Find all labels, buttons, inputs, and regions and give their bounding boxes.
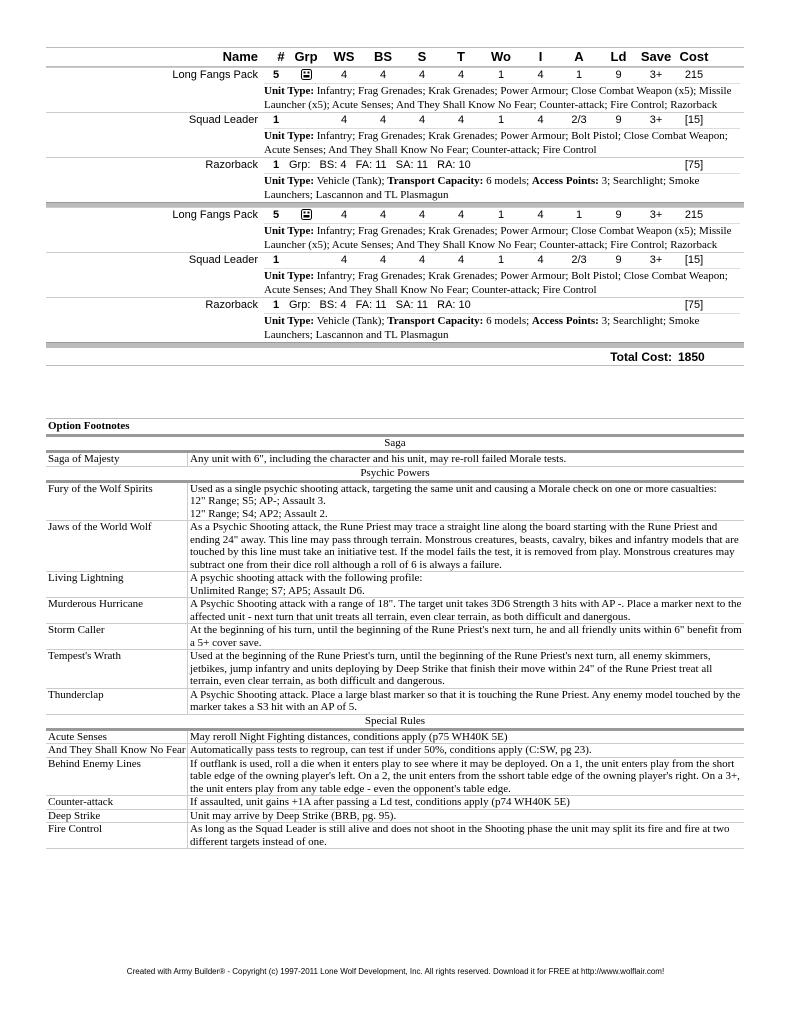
- transport-text: 6 models;: [483, 315, 532, 327]
- footnote-name: Storm Caller: [46, 624, 188, 649]
- access-label: Access Points:: [531, 315, 599, 327]
- stat-bs: 4: [379, 254, 387, 266]
- footnote-name: Behind Enemy Lines: [46, 758, 188, 796]
- header-name: Name: [222, 49, 258, 64]
- stat-ld: 9: [615, 69, 622, 81]
- squad-icon: [289, 209, 323, 223]
- footnote-row: [46, 823, 744, 849]
- total-cost-row: [46, 347, 744, 366]
- stat-cost: 215: [684, 209, 704, 221]
- footnote-name: Tempest's Wrath: [46, 650, 188, 688]
- unit-description: [264, 268, 740, 297]
- access-text: 3; Searchlight; Smoke Launchers; Lascannon and TL Plasmagun: [264, 315, 700, 341]
- unit-count: 1: [273, 254, 280, 266]
- squad-icon: [289, 69, 323, 83]
- unit-entry: [46, 252, 744, 297]
- footnote-text: Any unit with 6", including the character and his unit, may re-roll failed Morale tests.: [190, 453, 567, 465]
- header-ws: WS: [333, 49, 355, 64]
- unit-name: Long Fangs Pack: [172, 209, 258, 221]
- unit-count: 5: [273, 69, 280, 81]
- header-bs: BS: [373, 49, 393, 64]
- footnote-text: Used as a single psychic shooting attack, targeting the same unit and causing a Morale check on one or more casualties: 12" Range; S5; AP-; Assault 3. 12" Range; S4; AP2; Assault 2.: [190, 482, 717, 520]
- vehicle-stats: Grp: BS: 4 FA: 11 SA: 11 RA: 10: [289, 299, 471, 311]
- unit-type-text: Infantry; Frag Grenades; Krak Grenades; Power Armour; Close Combat Weapon (x5); Missile Launcher (x5); Acute Senses; And They Shall Know No Fear; Counter-attack; Fire Control; Razorback: [264, 225, 732, 251]
- unit-type-text: Infantry; Frag Grenades; Krak Grenades; Power Armour; Close Combat Weapon (x5); Missile Launcher (x5); Acute Senses; And They Shall Know No Fear; Counter-attack; Fire Control; Razorback: [264, 85, 732, 111]
- footnote-row: [46, 796, 744, 810]
- stat-wo: 1: [497, 209, 505, 221]
- footnote-row: [46, 598, 744, 624]
- footnote-row: [46, 689, 744, 715]
- footnote-text: May reroll Night Fighting distances, conditions apply (p75 WH40K 5E): [190, 730, 508, 743]
- unit-type-text: Vehicle (Tank);: [314, 315, 388, 327]
- section-heading: Saga: [46, 437, 744, 453]
- unit-stat-row: [46, 253, 744, 268]
- access-text: 3; Searchlight; Smoke Launchers; Lascannon and TL Plasmagun: [264, 175, 700, 201]
- header-count: #: [277, 49, 285, 64]
- unit-type-label: Unit Type:: [264, 270, 315, 282]
- footnote-row: [46, 521, 744, 572]
- stat-cost: [15]: [684, 254, 704, 266]
- unit-name: Long Fangs Pack: [172, 69, 258, 81]
- unit-entry: [46, 112, 744, 157]
- footnote-text: A psychic shooting attack with the following profile: Unlimited Range; S7; AP5; Assault D6.: [190, 572, 423, 597]
- stat-ld: 9: [615, 209, 622, 221]
- footnote-row: [46, 758, 744, 797]
- unit-count: 1: [273, 114, 280, 126]
- stat-i: 4: [537, 209, 544, 221]
- unit-name: Squad Leader: [188, 114, 258, 126]
- unit-count: 5: [273, 209, 280, 221]
- footnote-name: Fire Control: [46, 823, 188, 848]
- stat-save: 3+: [649, 209, 663, 221]
- footnote-row: [46, 650, 744, 689]
- stat-save: 3+: [649, 114, 663, 126]
- header-wo: Wo: [491, 49, 511, 64]
- stat-a: 2/3: [571, 254, 587, 266]
- stat-save: 3+: [649, 69, 663, 81]
- stat-wo: 1: [497, 254, 505, 266]
- unit-entry: [46, 297, 744, 342]
- stat-ws: 4: [340, 209, 348, 221]
- unit-entry: [46, 67, 744, 112]
- section-heading: Psychic Powers: [46, 467, 744, 483]
- stat-a: 1: [575, 69, 583, 81]
- header-ld: Ld: [610, 49, 627, 64]
- unit-stat-row: [46, 158, 744, 173]
- stat-ws: 4: [340, 114, 348, 126]
- header-t: T: [457, 49, 465, 64]
- unit-stat-row: [46, 113, 744, 128]
- footnote-row: [46, 572, 744, 598]
- header-i: I: [538, 49, 543, 64]
- stat-ld: 9: [615, 114, 622, 126]
- unit-type-text: Infantry; Frag Grenades; Krak Grenades; Power Armour; Bolt Pistol; Close Combat Weapon; Acute Senses; And They Shall Know No Fear; Counter-attack; Fire Control: [264, 270, 728, 296]
- footnote-name: Saga of Majesty: [46, 453, 188, 466]
- unit-type-label: Unit Type:: [264, 315, 315, 327]
- stat-i: 4: [537, 254, 544, 266]
- footnote-name: Thunderclap: [46, 689, 188, 714]
- footnote-text: At the beginning of his turn, until the beginning of the Rune Priest's next turn, he and all friendly units within 6" benefit from a 5+ cover save.: [190, 624, 742, 649]
- header-cost: Cost: [679, 49, 709, 64]
- total-cost-label: Total Cost:: [610, 350, 672, 364]
- unit-name: Squad Leader: [188, 254, 258, 266]
- footnotes-title: Option Footnotes: [46, 418, 744, 437]
- unit-type-text: Infantry; Frag Grenades; Krak Grenades; Power Armour; Bolt Pistol; Close Combat Weapon; Acute Senses; And They Shall Know No Fear; Counter-attack; Fire Control: [264, 130, 728, 156]
- stat-cost: [15]: [684, 114, 704, 126]
- stat-ld: 9: [615, 254, 622, 266]
- stat-t: 4: [457, 209, 465, 221]
- footnote-text: If assaulted, unit gains +1A after passing a Ld test, conditions apply (p74 WH40K 5E): [190, 796, 570, 808]
- stat-cost: 215: [684, 69, 704, 81]
- footnote-name: Counter-attack: [46, 796, 188, 809]
- stat-ws: 4: [340, 69, 348, 81]
- stat-wo: 1: [497, 69, 505, 81]
- footnote-row: [46, 483, 744, 522]
- section-heading: Special Rules: [46, 715, 744, 731]
- header-a: A: [574, 49, 584, 64]
- stat-wo: 1: [497, 114, 505, 126]
- transport-label: Transport Capacity:: [387, 175, 484, 187]
- header-s: S: [417, 49, 427, 64]
- stat-bs: 4: [379, 209, 387, 221]
- option-footnotes: [46, 418, 744, 849]
- unit-type-label: Unit Type:: [264, 130, 315, 142]
- footnote-name: Deep Strike: [46, 810, 188, 823]
- footnote-name: Jaws of the World Wolf: [46, 521, 188, 571]
- unit-description: [264, 173, 740, 202]
- footnote-text: Automatically pass tests to regroup, can test if under 50%, conditions apply (C:SW, pg 23).: [190, 744, 592, 756]
- stat-s: 4: [418, 114, 426, 126]
- unit-type-label: Unit Type:: [264, 225, 315, 237]
- footnote-text: Unit may arrive by Deep Strike (BRB, pg. 95).: [190, 809, 397, 822]
- stat-i: 4: [537, 114, 544, 126]
- header-grp: Grp: [294, 49, 318, 64]
- transport-label: Transport Capacity:: [387, 315, 484, 327]
- unit-count: 1: [273, 159, 280, 171]
- stat-s: 4: [418, 209, 426, 221]
- unit-description: [264, 313, 740, 342]
- stat-a: 2/3: [571, 114, 587, 126]
- stat-a: 1: [575, 209, 583, 221]
- access-label: Access Points:: [531, 175, 599, 187]
- footnote-text: Used at the beginning of the Rune Priest's turn, until the beginning of the Rune Priest's next turn, all enemy skimmers, jetbikes, jump infantry and units deploying by Deep Strike that finish their move within 24" of the Rune Priest treat all terrain, even clear terrain, as both difficult and dangerous.: [190, 650, 713, 687]
- footnote-text: If outflank is used, roll a die when it enters play to see where it may be deployed. On a 1, the unit enters play from the short table edge of the owning player's left. On a 2, the unit enters from the sshort table edge of the owning player's right. On a 3+, the unit enters play from any table edge - even the opponent's table edge.: [190, 757, 740, 795]
- header-save: Save: [640, 49, 672, 64]
- unit-type-label: Unit Type:: [264, 175, 315, 187]
- footnote-row: [46, 744, 744, 758]
- footnote-text: A Psychic Shooting attack with a range of 18". The target unit takes 3D6 Strength 3 hits with AP -. Place a marker next to the affected unit - next turn that unit treats all terrain, even clear terrain, as both difficult and danergous.: [190, 598, 742, 623]
- transport-text: 6 models;: [483, 175, 532, 187]
- stat-s: 4: [418, 69, 426, 81]
- stat-t: 4: [457, 254, 465, 266]
- stat-bs: 4: [379, 69, 387, 81]
- unit-stat-row: [46, 68, 744, 83]
- stat-ws: 4: [340, 254, 348, 266]
- footnote-name: Living Lightning: [46, 572, 188, 597]
- stat-s: 4: [418, 254, 426, 266]
- unit-description: [264, 223, 740, 252]
- vehicle-stats: Grp: BS: 4 FA: 11 SA: 11 RA: 10: [289, 159, 471, 171]
- stat-t: 4: [457, 114, 465, 126]
- footnote-row: [46, 810, 744, 824]
- unit-entry: [46, 157, 744, 202]
- footnote-text: As long as the Squad Leader is still alive and does not shoot in the Shooting phase the unit may split its fire and fire at two different targets instead of one.: [190, 823, 730, 848]
- roster-header: [46, 47, 744, 67]
- unit-count: 1: [273, 299, 280, 311]
- unit-description: [264, 128, 740, 157]
- footnote-name: Fury of the Wolf Spirits: [46, 483, 188, 521]
- unit-stat-row: [46, 208, 744, 223]
- unit-stat-row: [46, 298, 744, 313]
- stat-save: 3+: [649, 254, 663, 266]
- footnote-text: As a Psychic Shooting attack, the Rune Priest may trace a straight line along the board starting with the Rune Priest and ending 24" away. This line may pass through terrain. Monstrous creatures, beasts, cavalry, bikes and infantry models that are touched by this line must take an initiative test. If the model fails the test, it is removed from play. Monstrous creatures may subtract one from their dice roll although a roll of 6 is always a failure.: [190, 521, 739, 571]
- total-cost-value: 1850: [678, 350, 705, 364]
- footnote-name: Acute Senses: [46, 731, 188, 744]
- unit-description: [264, 83, 740, 112]
- unit-name: Razorback: [205, 159, 258, 171]
- footnote-row: [46, 453, 744, 467]
- stat-t: 4: [457, 69, 465, 81]
- unit-type-label: Unit Type:: [264, 85, 315, 97]
- page-footer: Created with Army Builder® - Copyright (c) 1997-2011 Lone Wolf Development, Inc. All rights reserved. Download it for FREE at http://www.wolflair.com!: [126, 967, 665, 976]
- footnote-text: A Psychic Shooting attack. Place a large blast marker so that it is touching the Rune Priest. Any enemy model touched by the marker takes a S3 hit with an AP of 5.: [190, 688, 741, 713]
- footnote-row: [46, 624, 744, 650]
- unit-name: Razorback: [205, 299, 258, 311]
- stat-cost: [75]: [684, 299, 704, 311]
- footnote-name: Murderous Hurricane: [46, 598, 188, 623]
- roster-table: [46, 47, 744, 366]
- footnote-name: And They Shall Know No Fear: [46, 744, 188, 757]
- footnote-row: [46, 731, 744, 745]
- unit-type-text: Vehicle (Tank);: [314, 175, 388, 187]
- unit-entry: [46, 207, 744, 252]
- stat-cost: [75]: [684, 159, 704, 171]
- stat-i: 4: [537, 69, 544, 81]
- stat-bs: 4: [379, 114, 387, 126]
